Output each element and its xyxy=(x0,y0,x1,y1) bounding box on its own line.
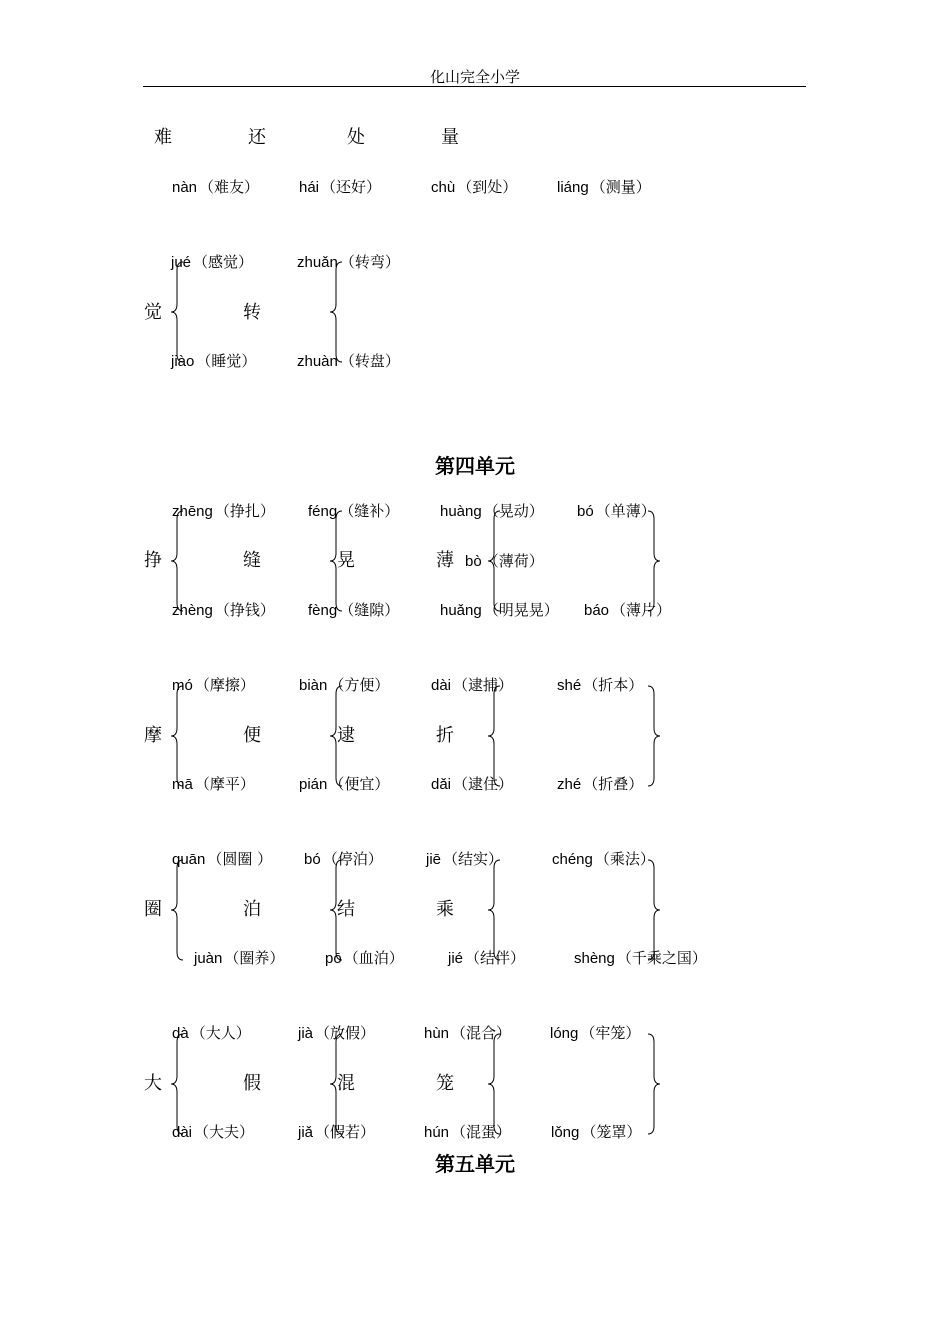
brace-icon xyxy=(646,1034,660,1134)
r3-top-2: jià （放假） xyxy=(298,1024,376,1042)
reading-chu: chù （到处） xyxy=(431,178,518,196)
r3-bottom-2: jiǎ （假若） xyxy=(298,1123,376,1141)
group0-bottom-2: zhuàn （转盘） xyxy=(297,352,400,370)
brace-icon xyxy=(330,262,344,362)
reading-hai: hái （还好） xyxy=(299,178,382,196)
r1-bottom-1: mā （摩平） xyxy=(172,775,255,793)
brace-icon xyxy=(171,1034,185,1134)
brace-icon xyxy=(330,1034,344,1134)
group0-char-1: 觉 xyxy=(144,302,162,323)
r1-top-1: mó （摩擦） xyxy=(172,676,255,694)
r1-top-3: dài （逮捕） xyxy=(431,676,514,694)
r2-top-4: chéng （乘法） xyxy=(552,850,655,868)
brace-icon xyxy=(646,686,660,786)
group0-char-2: 转 xyxy=(243,302,261,323)
r1-top-4: shé （折本） xyxy=(557,676,644,694)
top-char-nan: 难 xyxy=(154,127,172,148)
r3-char-4: 笼 xyxy=(436,1073,454,1094)
r2-top-1: quān （圆圈 ） xyxy=(172,850,273,868)
school-header: 化山完全小学 xyxy=(429,68,520,86)
brace-icon xyxy=(488,511,502,611)
brace-icon xyxy=(171,511,185,611)
r3-char-1: 大 xyxy=(144,1073,162,1094)
r2-char-3: 结 xyxy=(337,899,355,920)
r1-char-4: 折 xyxy=(436,725,454,746)
r3-bottom-3: hún （混蛋） xyxy=(424,1123,512,1141)
r3-top-1: dà （大人） xyxy=(172,1024,251,1042)
r0-top-4: bó （单薄） xyxy=(577,502,656,520)
r1-char-1: 摩 xyxy=(144,725,162,746)
group0-top-1: jué （感觉） xyxy=(171,253,254,271)
brace-icon xyxy=(330,860,344,960)
top-char-hai: 还 xyxy=(248,127,266,148)
r1-bottom-4: zhé （折叠） xyxy=(557,775,644,793)
r0-top-2: féng （缝补） xyxy=(308,502,400,520)
r3-char-3: 混 xyxy=(337,1073,355,1094)
r3-top-4: lóng （牢笼） xyxy=(550,1024,641,1042)
r3-char-2: 假 xyxy=(243,1073,261,1094)
r1-char-3: 逮 xyxy=(337,725,355,746)
brace-icon xyxy=(330,511,344,611)
brace-icon xyxy=(646,860,660,960)
r2-bottom-2: pō （血泊） xyxy=(325,949,404,967)
reading-liang: liáng （测量） xyxy=(557,178,651,196)
r2-char-2: 泊 xyxy=(243,899,261,920)
unit5-title: 第五单元 xyxy=(435,1152,515,1176)
r3-top-3: hùn （混合） xyxy=(424,1024,512,1042)
top-char-liang: 量 xyxy=(441,127,459,148)
r2-char-1: 圈 xyxy=(144,899,162,920)
brace-icon xyxy=(488,860,502,960)
r0-bottom-4: báo （薄片） xyxy=(584,601,672,619)
r1-bottom-3: dǎi （逮住） xyxy=(431,775,514,793)
r0-bottom-2: fèng （缝隙） xyxy=(308,601,400,619)
r2-bottom-4: shèng （千乘之国） xyxy=(574,949,707,967)
r0-top-1: zhēng （挣扎） xyxy=(172,502,275,520)
header-rule xyxy=(143,86,806,87)
r0-bottom-1: zhèng （挣钱） xyxy=(172,601,275,619)
top-char-chu: 处 xyxy=(347,127,365,148)
r2-char-4: 乘 xyxy=(436,899,454,920)
brace-icon xyxy=(171,860,185,960)
r0-char-4: 薄 xyxy=(436,550,454,571)
r0-char-3: 晃 xyxy=(337,550,355,571)
r3-bottom-1: dài （大夫） xyxy=(172,1123,255,1141)
brace-icon xyxy=(330,686,344,786)
r1-bottom-2: pián （便宜） xyxy=(299,775,390,793)
brace-icon xyxy=(488,686,502,786)
r0-bottom-3: huǎng （明晃晃） xyxy=(440,601,559,619)
brace-icon xyxy=(171,262,185,362)
r2-bottom-3: jié （结伴） xyxy=(448,949,526,967)
brace-icon xyxy=(171,686,185,786)
unit4-title: 第四单元 xyxy=(435,454,515,478)
r0-middle-extra: bò （薄荷） xyxy=(465,552,544,570)
r1-top-2: biàn （方便） xyxy=(299,676,390,694)
r3-bottom-4: lǒng （笼罩） xyxy=(551,1123,642,1141)
group0-top-2: zhuǎn （转弯） xyxy=(297,253,400,271)
r1-char-2: 便 xyxy=(243,725,261,746)
r0-top-3: huàng （晃动） xyxy=(440,502,544,520)
group0-bottom-1: jiào （睡觉） xyxy=(171,352,257,370)
r2-bottom-1: juàn （圈养） xyxy=(194,949,285,967)
r0-char-2: 缝 xyxy=(243,550,261,571)
reading-nan: nàn （难友） xyxy=(172,178,260,196)
r2-top-3: jiē （结实） xyxy=(426,850,504,868)
brace-icon xyxy=(488,1034,502,1134)
brace-icon xyxy=(646,511,660,611)
r0-char-1: 挣 xyxy=(144,550,162,571)
r2-top-2: bó （停泊） xyxy=(304,850,383,868)
